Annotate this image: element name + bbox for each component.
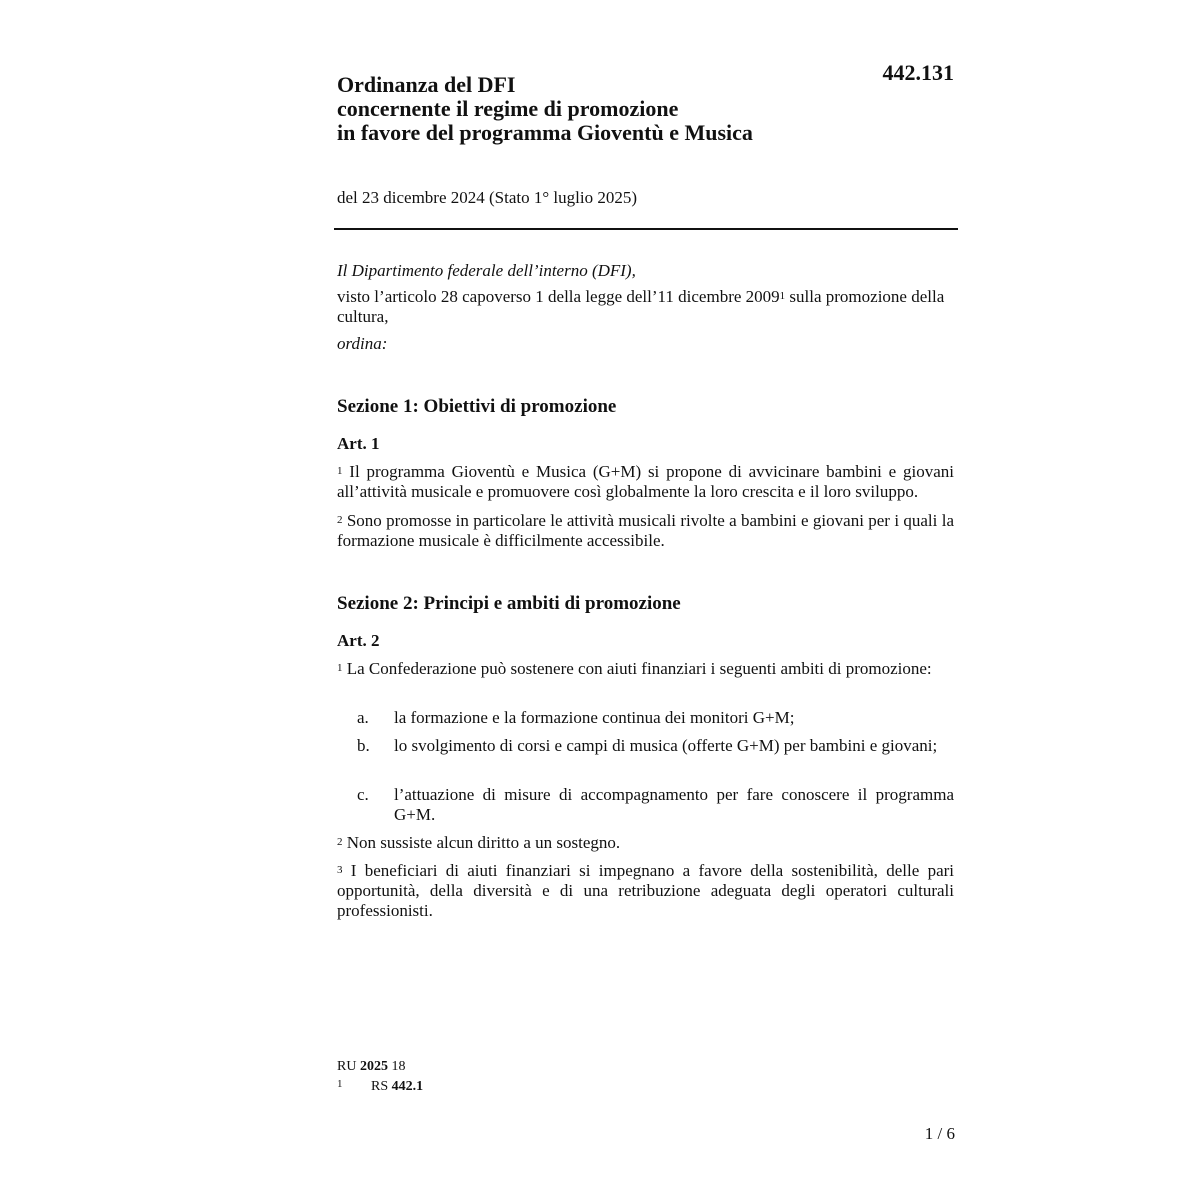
page-title — [337, 73, 837, 145]
paragraph-text: Non sussiste alcun diritto a un sostegno. — [342, 833, 621, 852]
paragraph-text: I beneficiari di aiuti finanziari si impegnano a favore della sostenibilità, delle pari opportunità, della diversità e di una retribuzione adeguata degli operatori culturali professionisti. — [337, 861, 954, 920]
preamble-basis-text: sulla promozione della cultura, — [337, 287, 945, 326]
paragraph-text: La Confederazione può sostenere con aiuti finanziari i seguenti ambiti di promozione: — [342, 659, 932, 678]
footnote-text — [371, 1079, 423, 1095]
list-letter: a. — [357, 708, 369, 727]
paragraph-number: 2 — [337, 514, 343, 526]
list-text: l’attuazione di misure di accompagnamento per fare conoscere il programma G+M. — [394, 785, 954, 824]
article-paragraph — [337, 462, 954, 502]
list-item — [337, 785, 954, 825]
title-line: in favore del programma Gioventù e Musica — [337, 120, 753, 145]
ru-reference — [337, 1059, 405, 1075]
paragraph-number: 2 — [337, 836, 343, 848]
article-heading: Art. 2 — [337, 631, 380, 650]
title-line: concernente il regime di promozione — [337, 96, 679, 121]
list-text: la formazione e la formazione continua dei monitori G+M; — [394, 708, 795, 727]
footnote-number: 1 — [337, 1078, 343, 1090]
page-number: 1 / 6 — [924, 1124, 955, 1143]
ru-prefix: RU — [337, 1059, 360, 1074]
preamble-authority: Il Dipartimento federale dell’interno (DFI), — [337, 261, 636, 280]
paragraph-number: 1 — [337, 465, 343, 477]
preamble-basis — [337, 287, 954, 327]
article-heading: Art. 1 — [337, 434, 380, 453]
paragraph-number: 1 — [337, 662, 343, 674]
preamble-ordina: ordina: — [337, 334, 388, 353]
document-number: 442.131 — [882, 60, 954, 85]
paragraph-text: Il programma Gioventù e Musica (G+M) si propone di avvicinare bambini e giovani all’attività musicale e promuovere così globalmente la loro crescita e il loro sviluppo. — [337, 462, 954, 501]
date-line: del 23 dicembre 2024 (Stato 1° luglio 2025) — [337, 188, 637, 207]
article-paragraph — [337, 659, 954, 679]
section-heading: Sezione 2: Principi e ambiti di promozione — [337, 593, 681, 614]
article-paragraph — [337, 511, 954, 551]
paragraph-number: 3 — [337, 864, 343, 876]
section-heading: Sezione 1: Obiettivi di promozione — [337, 396, 617, 417]
list-letter: b. — [357, 736, 370, 755]
article-paragraph — [337, 861, 954, 921]
ru-year: 2025 — [359, 1059, 388, 1074]
paragraph-text: Sono promosse in particolare le attività musicali rivolte a bambini e giovani per i quali la formazione musicale è difficilmente accessibile. — [337, 511, 954, 550]
list-text: lo svolgimento di corsi e campi di musica (offerte G+M) per bambini e giovani; — [394, 736, 938, 755]
ru-number: 18 — [387, 1059, 406, 1074]
footnote — [337, 1078, 424, 1095]
list-item — [337, 736, 954, 776]
list-letter: c. — [357, 785, 369, 804]
footnote-prefix: RS — [371, 1079, 392, 1094]
footnote-ref[interactable]: 1 — [779, 290, 786, 302]
list-item — [337, 708, 954, 728]
header-divider — [334, 228, 958, 230]
title-line: Ordinanza del DFI — [337, 72, 516, 97]
article-paragraph — [337, 833, 954, 853]
preamble-basis-text: visto l’articolo 28 capoverso 1 della legge dell’11 dicembre 2009 — [337, 287, 780, 306]
footnote-ref-number[interactable]: 442.1 — [391, 1079, 424, 1094]
